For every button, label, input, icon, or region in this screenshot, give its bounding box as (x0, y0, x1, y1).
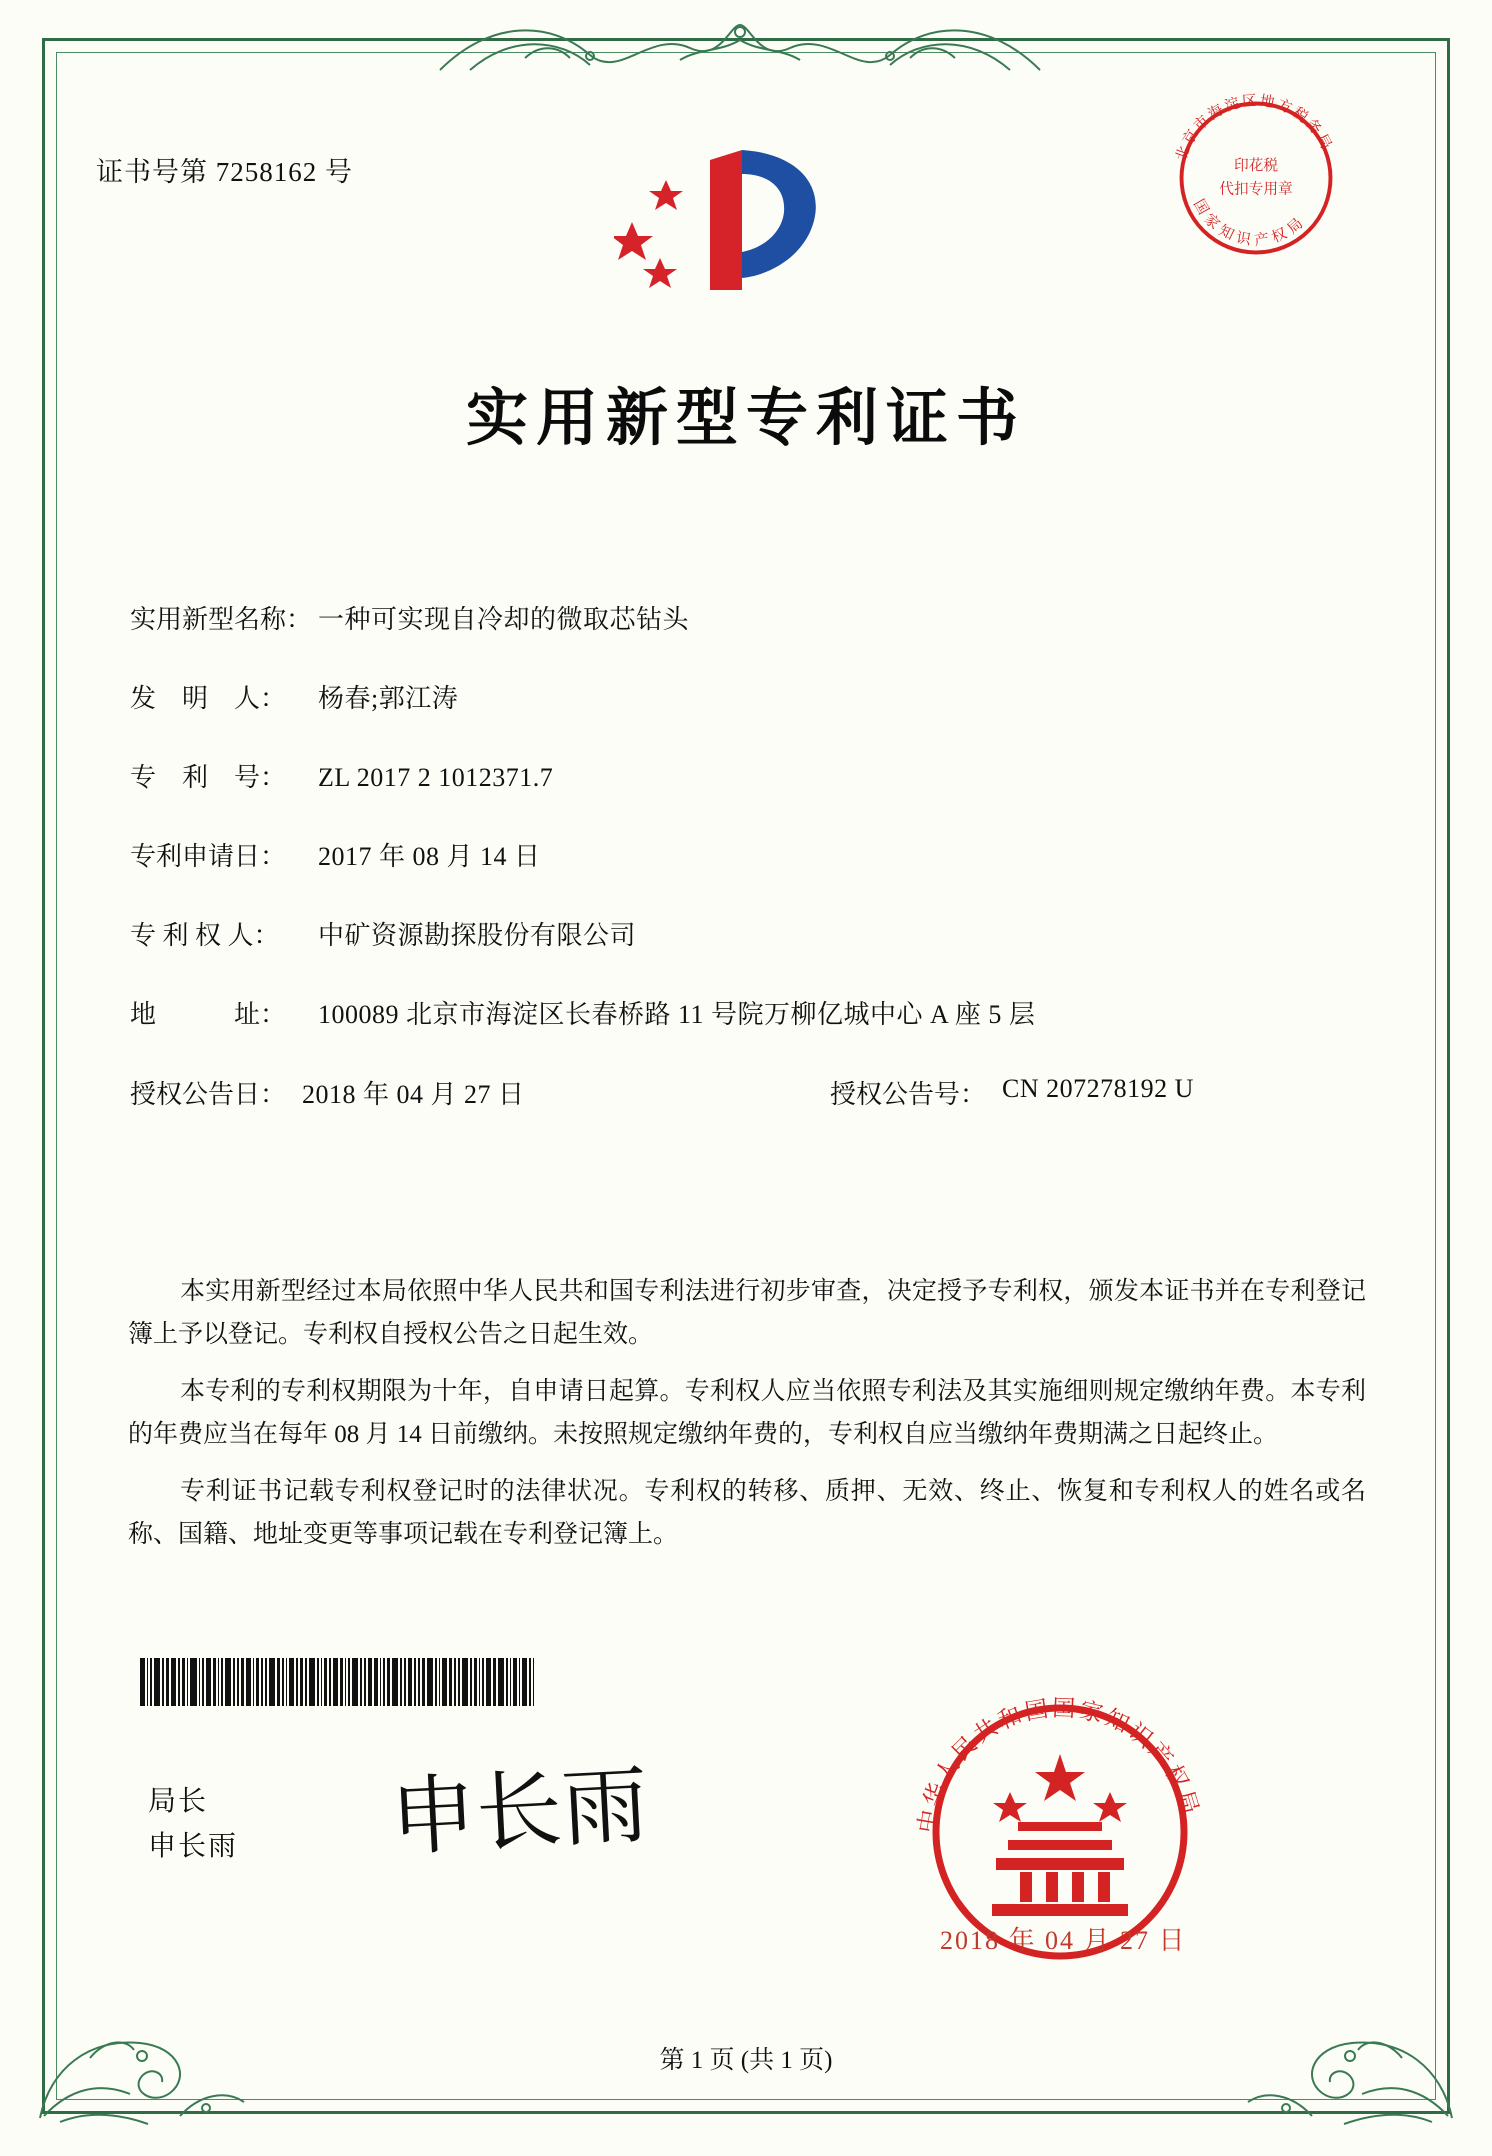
barcode (140, 1658, 570, 1706)
field-value: ZL 2017 2 1012371.7 (318, 763, 554, 792)
svg-text:中华人民共和国国家知识产权局: 中华人民共和国国家知识产权局 (913, 1695, 1204, 1836)
field-value: 2018 年 04 月 27 日 (302, 1080, 525, 1109)
field-list (130, 600, 1360, 1137)
field-label: 地 址： (130, 1000, 287, 1029)
field-value: 中矿资源勘探股份有限公司 (318, 921, 637, 950)
field-value: 2017 年 08 月 14 日 (318, 842, 541, 871)
svg-text:国家知识产权局: 国家知识产权局 (1189, 196, 1310, 250)
publication-row (130, 1074, 1360, 1111)
field-label: 发 明 人： (130, 684, 287, 713)
field-patentee (130, 916, 1360, 955)
field-address (130, 995, 1360, 1034)
cnipa-logo-icon (614, 140, 854, 300)
legal-text (128, 1270, 1366, 1570)
top-ornament-icon (430, 10, 1050, 80)
field-label: 专 利 号： (130, 763, 287, 792)
field-value: 一种可实现自冷却的微取芯钻头 (318, 605, 690, 634)
field-label: 专 利 权 人： (130, 921, 280, 950)
seal-date: 2018 年 04 月 27 日 (940, 1926, 1187, 1955)
director-name: 申长雨 (148, 1830, 239, 1862)
paragraph: 本实用新型经过本局依照中华人民共和国专利法进行初步审查，决定授予专利权，颁发本证书并在专利登记簿上予以登记。专利权自授权公告之日起生效。 (128, 1278, 1366, 1348)
field-label: 专利申请日： (130, 842, 287, 871)
field-label: 授权公告日： (130, 1080, 287, 1109)
publication-date (130, 1074, 830, 1111)
field-label: 授权公告号： (830, 1080, 987, 1109)
field-label: 实用新型名称： (130, 605, 313, 634)
field-value: 100089 北京市海淀区长春桥路 11 号院万柳亿城中心 A 座 5 层 (318, 1000, 1036, 1029)
field-value: CN 207278192 U (1002, 1074, 1194, 1103)
certificate-number: 证书号第 7258162 号 (96, 157, 353, 187)
handwritten-signature: 申长雨 (387, 1755, 651, 1869)
field-utility-model-name (130, 600, 1360, 639)
tax-stamp-icon (1158, 80, 1354, 276)
page-title: 实用新型专利证书 (465, 381, 1026, 454)
svg-text:代扣专用章: 代扣专用章 (1219, 180, 1293, 198)
field-application-date (130, 837, 1360, 876)
field-inventor (130, 679, 1360, 718)
field-value: 杨春;郭江涛 (318, 684, 459, 713)
field-patent-number (130, 758, 1360, 797)
signature-block (148, 1780, 238, 1870)
paragraph: 专利证书记载专利权登记时的法律状况。专利权的转移、质押、无效、终止、恢复和专利权人的姓名或名称、国籍、地址变更等事项记载在专利登记簿上。 (128, 1478, 1366, 1548)
paragraph: 本专利的专利权期限为十年，自申请日起算。专利权人应当依照专利法及其实施细则规定缴纳年费。本专利的年费应当在每年 08 月 14 日前缴纳。未按照规定缴纳年费的，专利权自应当缴纳年费期满之日起终止。 (128, 1378, 1366, 1448)
director-title: 局长 (148, 1786, 209, 1817)
publication-number (830, 1074, 1194, 1111)
svg-text:北京市海淀区地方税务局: 北京市海淀区地方税务局 (1172, 92, 1336, 164)
page-footer: 第 1 页 (共 1 页) (659, 2047, 833, 2074)
svg-text:印花税: 印花税 (1233, 157, 1279, 175)
